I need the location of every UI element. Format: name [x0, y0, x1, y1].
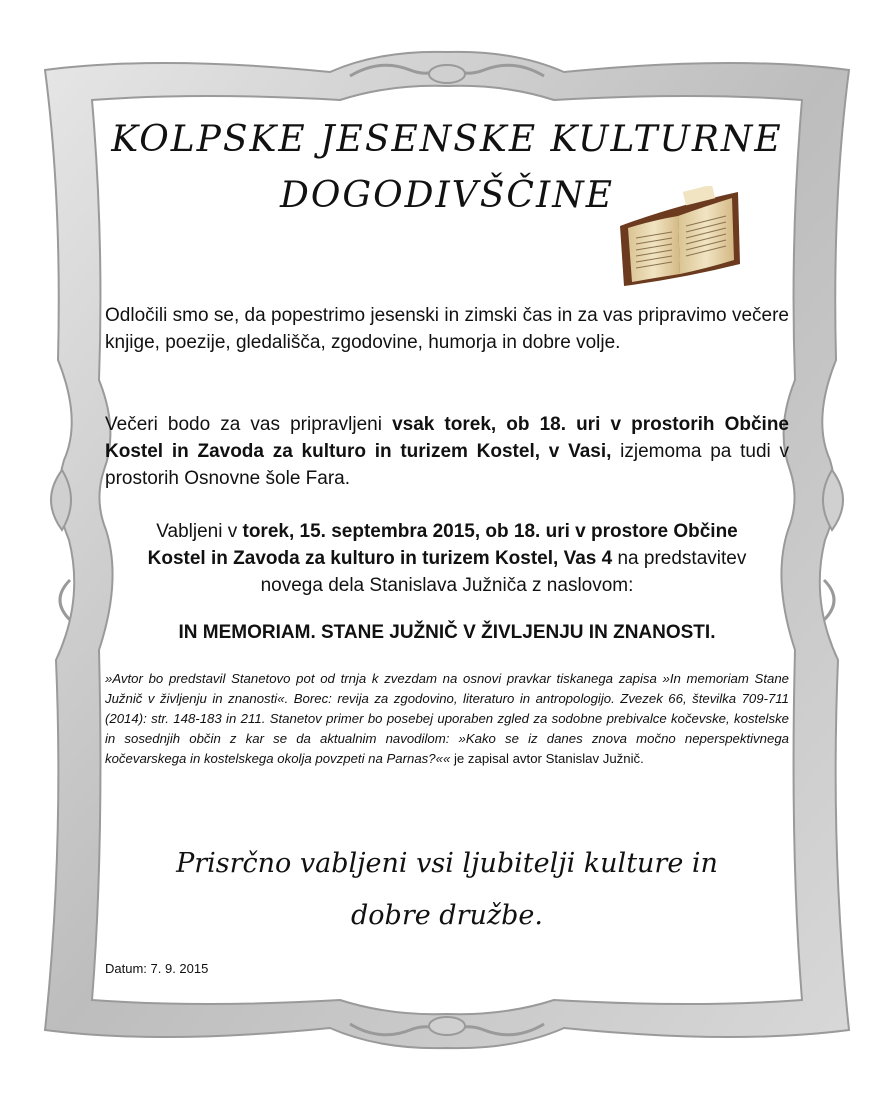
closing-line-1: Prisrčno vabljeni vsi ljubitelji kulture in	[176, 848, 718, 879]
title-line-2: DOGODIVŠČINE	[280, 175, 614, 216]
schedule-tail: izjemoma pa tudi v prostorih Osnovne šole Fara.	[105, 441, 789, 489]
invitation-paragraph	[130, 518, 764, 599]
closing-invitation	[105, 838, 789, 942]
closing-line-2: dobre družbe.	[351, 900, 543, 931]
intro-paragraph: Odločili smo se, da popestrimo jesenski in zimski čas in za vas pripravimo večere knjige, poezije, gledališča, zgodovine, humorja in dobre volje.	[105, 305, 789, 353]
title-line-1: KOLPSKE JESENSKE KULTURNE	[111, 119, 783, 160]
old-book-image	[614, 186, 744, 290]
invitation-bold: torek, 15. septembra 2015, ob 18. uri v prostore Občine Kostel in Zavoda za kulturo in turizem Kostel, Vas 4	[147, 521, 738, 569]
book-title: IN MEMORIAM. STANE JUŽNIČ V ŽIVLJENJU IN ZNANOSTI.	[178, 622, 716, 643]
quote-attribution: je zapisal avtor Stanislav Južnič.	[450, 751, 644, 766]
invitation-lead: Vabljeni v	[156, 521, 243, 542]
schedule-lead: Večeri bodo za vas pripravljeni	[105, 414, 393, 435]
invitation-tail: na predstavitev novega dela Stanislava Južniča z naslovom:	[260, 548, 747, 596]
quote-paragraph	[105, 669, 789, 769]
quote-italic: »Avtor bo predstavil Stanetovo pot od trnja k zvezdam na osnovi pravkar tiskanega zapisa »In memoriam Stane Južnič v življenju in znanosti«. Borec: revija za zgodovino, literaturo in antropologijo. Zvezek 66, številka 709-711 (2014): str. 148-183 in 211. Stanetov primer bo posebej uporaben zgled za sodobne prebivalce kočevske, kostelske in sosednjih občin z kar se da aktualnim navodilom: »Kako se iz danes znova močno neperspektivnega kočevarskega in kostelskega okolja povzpeti na Parnas?««	[105, 671, 789, 766]
date-label: Datum: 7. 9. 2015	[105, 961, 209, 976]
schedule-paragraph	[105, 411, 789, 492]
schedule-bold: vsak torek, ob 18. uri v prostorih Občine Kostel in Zavoda za kulturo in turizem Kostel, v Vasi,	[105, 414, 789, 462]
